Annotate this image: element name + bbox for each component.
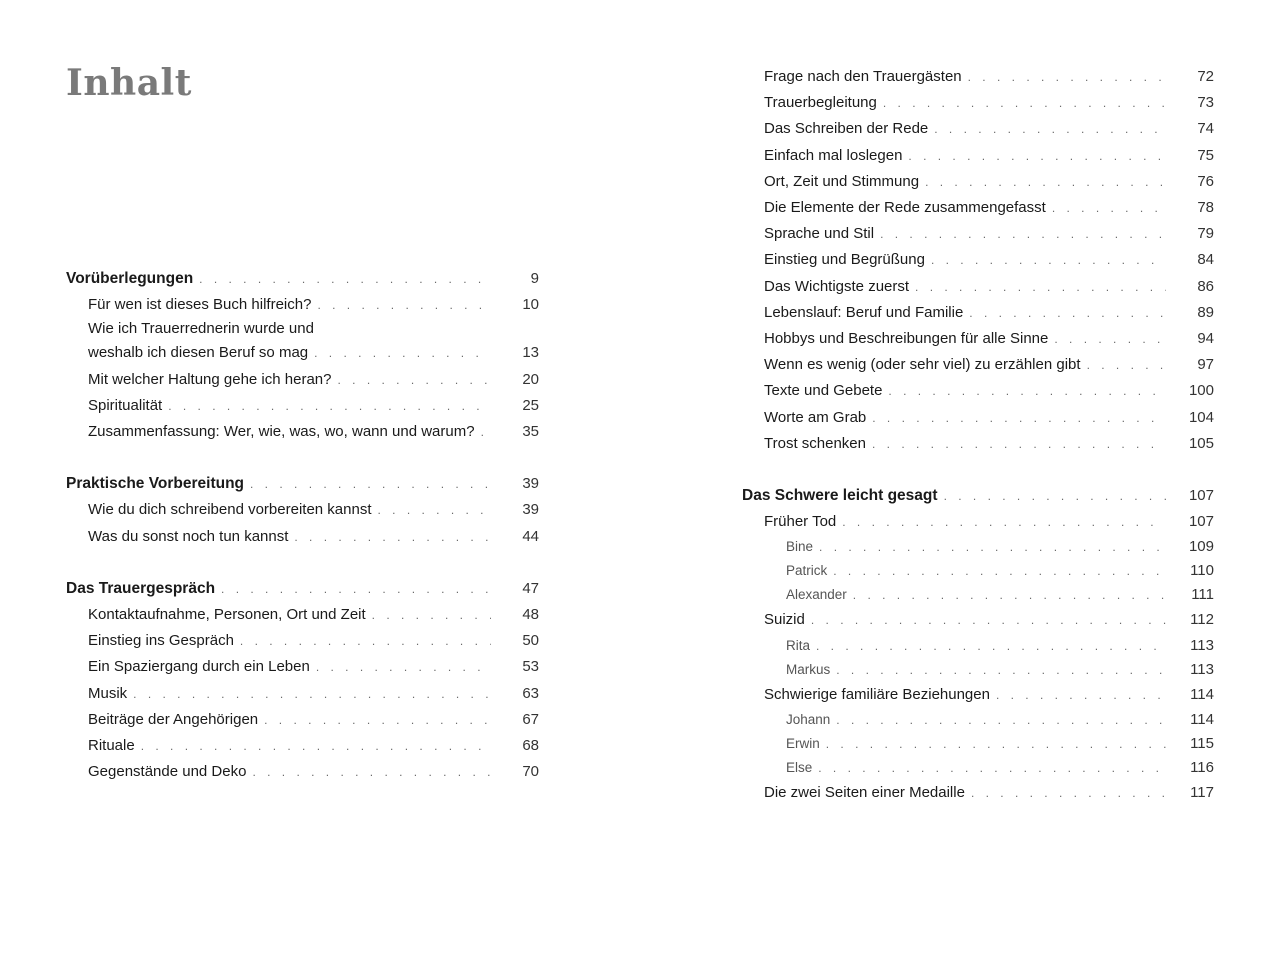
toc-entry-title: Musik — [88, 684, 128, 702]
leader-dots — [294, 524, 491, 550]
toc-section[interactable] — [742, 247, 1214, 273]
toc-page-number: 115 — [1190, 734, 1214, 752]
toc-section[interactable] — [66, 628, 539, 654]
toc-entry-title: Das Schreiben der Rede — [764, 120, 929, 138]
toc-section[interactable] — [742, 405, 1214, 431]
toc-page-number: 47 — [522, 579, 539, 597]
toc-entry-title: Vorüberlegungen — [66, 270, 194, 287]
toc-section[interactable] — [742, 378, 1214, 404]
leader-dots — [842, 509, 1166, 535]
spacer — [66, 445, 539, 471]
toc-page-number: 110 — [1190, 562, 1214, 580]
leader-dots — [252, 759, 491, 785]
leader-dots — [199, 266, 491, 292]
toc-entry-title: Lebenslauf: Beruf und Familie — [764, 303, 964, 321]
toc-section[interactable] — [66, 393, 539, 419]
toc-entry-title: Schwierige familiäre Beziehungen — [764, 685, 990, 703]
leader-dots — [872, 431, 1166, 457]
toc-section[interactable] — [742, 221, 1214, 247]
toc-section[interactable] — [742, 64, 1214, 90]
toc-entry-title: Früher Tod — [764, 513, 837, 531]
toc-entry-title: Johann — [786, 711, 831, 727]
toc-section[interactable] — [66, 524, 539, 550]
toc-entry-title: Wenn es wenig (oder sehr viel) zu erzählen gibt — [764, 356, 1081, 374]
leader-dots — [133, 681, 491, 707]
toc-page-number: 76 — [1197, 172, 1214, 190]
toc-section[interactable] — [66, 340, 539, 366]
toc-page-number: 25 — [522, 396, 539, 414]
toc-section[interactable] — [742, 169, 1214, 195]
leader-dots — [833, 560, 1166, 583]
toc-page-number: 89 — [1197, 303, 1214, 321]
toc-chapter[interactable] — [66, 266, 539, 292]
leader-dots — [883, 90, 1166, 116]
toc-section[interactable] — [66, 707, 539, 733]
spacer — [66, 550, 539, 576]
toc-page-number: 72 — [1197, 68, 1214, 85]
toc-page-number: 75 — [1197, 146, 1214, 164]
toc-entry-title: Rituale — [88, 737, 135, 755]
toc-entry-title: Ort, Zeit und Stimmung — [764, 172, 920, 190]
leader-dots — [378, 497, 492, 523]
toc-section[interactable] — [742, 682, 1214, 708]
toc-page-number: 111 — [1191, 586, 1214, 604]
toc-entry-title: Rita — [786, 637, 811, 653]
toc-entry-title: Erwin — [786, 735, 820, 751]
leader-dots — [1052, 195, 1166, 221]
leader-dots — [811, 607, 1166, 633]
toc-right-column — [742, 64, 1214, 806]
toc-entry-title: Was du sonst noch tun kannst — [88, 527, 289, 545]
toc-entry-title: Sprache und Stil — [764, 225, 875, 243]
toc-entry-title: Texte und Gebete — [764, 382, 883, 400]
toc-section[interactable] — [66, 497, 539, 523]
toc-entry-title: Zusammenfassung: Wer, wie, was, wo, wann und warum? — [88, 423, 475, 441]
toc-entry-title: Die zwei Seiten einer Medaille — [764, 783, 965, 801]
toc-subsection[interactable] — [742, 583, 1214, 607]
toc-entry-title: Worte am Grab — [764, 408, 867, 426]
toc-entry-title: Else — [786, 759, 813, 775]
leader-dots — [819, 536, 1166, 559]
toc-section[interactable] — [742, 431, 1214, 457]
toc-page-number: 113 — [1190, 636, 1214, 654]
leader-dots — [880, 221, 1166, 247]
toc-section[interactable] — [742, 780, 1214, 806]
toc-entry-title: Markus — [786, 661, 831, 677]
toc-subsection[interactable] — [742, 756, 1214, 780]
toc-page-number: 104 — [1188, 408, 1214, 426]
toc-page-number: 112 — [1190, 611, 1214, 629]
toc-entry-title: Praktische Vorbereitung — [66, 475, 245, 493]
leader-dots — [826, 733, 1166, 756]
toc-section[interactable] — [66, 419, 539, 445]
toc-page-number: 78 — [1197, 199, 1214, 217]
leader-dots — [934, 116, 1166, 142]
toc-chapter[interactable] — [742, 483, 1214, 509]
toc-section[interactable] — [66, 733, 539, 759]
toc-page-number: 94 — [1197, 330, 1214, 348]
toc-entry-title: weshalb ich diesen Beruf so mag — [88, 344, 309, 362]
toc-section[interactable] — [742, 509, 1214, 535]
leader-dots — [915, 274, 1166, 300]
leader-dots — [968, 64, 1166, 90]
leader-dots — [372, 602, 491, 628]
toc-section[interactable] — [66, 292, 539, 318]
leader-dots — [872, 405, 1166, 431]
toc-entry-title: Einfach mal loslegen — [764, 146, 903, 164]
toc-section[interactable] — [742, 274, 1214, 300]
toc-entry-title: Das Trauergespräch — [66, 579, 216, 597]
toc-page-number: 105 — [1188, 434, 1214, 452]
toc-section[interactable] — [742, 326, 1214, 352]
toc-entry-title: Beiträge der Angehörigen — [88, 710, 259, 728]
toc-page-number: 10 — [522, 296, 539, 314]
toc-subsection[interactable] — [742, 535, 1214, 559]
leader-dots — [996, 682, 1166, 708]
toc-entry-title: Das Schwere leicht gesagt — [742, 487, 938, 505]
leader-dots — [836, 659, 1166, 682]
toc-section[interactable] — [742, 143, 1214, 169]
toc-entry-title: Einstieg und Begrüßung — [764, 251, 925, 269]
toc-chapter[interactable] — [66, 471, 539, 497]
toc-section[interactable] — [742, 607, 1214, 633]
toc-section[interactable] — [742, 300, 1214, 326]
toc-section[interactable] — [66, 759, 539, 785]
toc-page-number: 53 — [522, 658, 539, 676]
toc-entry-title: Kontaktaufnahme, Personen, Ort und Zeit — [88, 606, 366, 624]
toc-subsection[interactable] — [742, 559, 1214, 583]
toc-entry-title: Das Wichtigste zuerst — [764, 277, 910, 295]
toc-entry-title: Trost schenken — [764, 434, 866, 452]
toc-entry-title: Für wen ist dieses Buch hilfreich? — [88, 296, 312, 314]
toc-page-number: 107 — [1188, 487, 1214, 505]
leader-dots — [931, 247, 1166, 273]
toc-section[interactable] — [742, 116, 1214, 142]
leader-dots — [1087, 352, 1166, 378]
toc-page-number: 63 — [522, 684, 539, 702]
toc-page-number: 113 — [1190, 660, 1214, 678]
toc-section[interactable] — [742, 90, 1214, 116]
toc-page-number: 79 — [1197, 225, 1214, 243]
leader-dots — [168, 393, 491, 419]
toc-page-number: 107 — [1188, 513, 1214, 531]
toc-page-number: 84 — [1197, 251, 1214, 269]
toc-page-number: 68 — [522, 737, 539, 755]
leader-dots — [481, 419, 491, 445]
toc-entry-title: Einstieg ins Gespräch — [88, 632, 234, 650]
toc-page-number: 86 — [1197, 277, 1214, 295]
leader-dots — [264, 707, 491, 733]
toc-page-number: 35 — [522, 423, 539, 441]
toc-page-number: 114 — [1190, 685, 1214, 703]
toc-page-number: 44 — [522, 527, 539, 545]
toc-page-number: 97 — [1197, 356, 1214, 374]
leader-dots — [925, 169, 1166, 195]
toc-entry-title: Suizid — [764, 611, 805, 629]
toc-entry-title: Ein Spaziergang durch ein Leben — [88, 658, 310, 676]
leader-dots — [316, 654, 491, 680]
toc-subsection[interactable] — [742, 658, 1214, 682]
spacer — [742, 457, 1214, 483]
toc-section-line1[interactable] — [66, 318, 539, 340]
leader-dots — [221, 576, 491, 602]
leader-dots — [250, 471, 491, 497]
leader-dots — [971, 780, 1166, 806]
toc-section[interactable] — [66, 654, 539, 680]
toc-page-number: 48 — [522, 606, 539, 624]
toc-entry-title-line1: Wie ich Trauerrednerin wurde und — [88, 320, 314, 338]
toc-page-number: 114 — [1190, 710, 1214, 728]
toc-page-number: 116 — [1190, 758, 1214, 776]
toc-page-number: 74 — [1197, 120, 1214, 138]
leader-dots — [969, 300, 1166, 326]
leader-dots — [337, 367, 491, 393]
toc-page-number: 73 — [1197, 94, 1214, 112]
leader-dots — [818, 757, 1166, 780]
toc-left-column — [66, 266, 539, 785]
toc-page-number: 13 — [522, 344, 539, 362]
leader-dots — [1054, 326, 1166, 352]
toc-page-number: 50 — [522, 632, 539, 650]
toc-entry-title: Gegenstände und Deko — [88, 763, 247, 781]
leader-dots — [944, 483, 1166, 509]
page-title: Inhalt — [66, 62, 192, 104]
toc-section[interactable] — [66, 681, 539, 707]
toc-entry-title: Bine — [786, 539, 814, 555]
toc-page-number: 70 — [522, 763, 539, 781]
leader-dots — [314, 340, 491, 366]
toc-page-number: 67 — [522, 710, 539, 728]
toc-subsection[interactable] — [742, 634, 1214, 658]
toc-entry-title: Mit welcher Haltung gehe ich heran? — [88, 370, 332, 388]
toc-section[interactable] — [66, 367, 539, 393]
leader-dots — [240, 628, 491, 654]
toc-page-number: 117 — [1190, 783, 1214, 801]
toc-section[interactable] — [742, 352, 1214, 378]
toc-entry-title: Trauerbegleitung — [764, 94, 877, 112]
toc-entry-title: Alexander — [786, 587, 847, 603]
toc-entry-title: Spiritualität — [88, 396, 163, 414]
toc-subsection[interactable] — [742, 732, 1214, 756]
leader-dots — [908, 143, 1166, 169]
leader-dots — [816, 635, 1166, 658]
toc-subsection[interactable] — [742, 708, 1214, 732]
toc-page-number: 20 — [522, 370, 539, 388]
toc-page-number: 39 — [522, 475, 539, 493]
toc-page-number: 100 — [1188, 382, 1214, 400]
toc-section[interactable] — [66, 602, 539, 628]
leader-dots — [853, 584, 1166, 607]
toc-page-number: 109 — [1188, 538, 1214, 556]
toc-entry-title: Patrick — [786, 563, 828, 579]
leader-dots — [836, 709, 1166, 732]
toc-chapter[interactable] — [66, 576, 539, 602]
leader-dots — [888, 378, 1166, 404]
toc-entry-title: Wie du dich schreibend vorbereiten kannst — [88, 501, 372, 519]
toc-section[interactable] — [742, 195, 1214, 221]
toc-entry-title: Frage nach den Trauergästen — [764, 68, 962, 85]
toc-entry-title: Hobbys und Beschreibungen für alle Sinne — [764, 330, 1049, 348]
toc-entry-title: Die Elemente der Rede zusammengefasst — [764, 199, 1046, 217]
leader-dots — [317, 292, 491, 318]
leader-dots — [141, 733, 491, 759]
toc-page-number: 9 — [530, 270, 539, 287]
toc-page-number: 39 — [522, 501, 539, 519]
